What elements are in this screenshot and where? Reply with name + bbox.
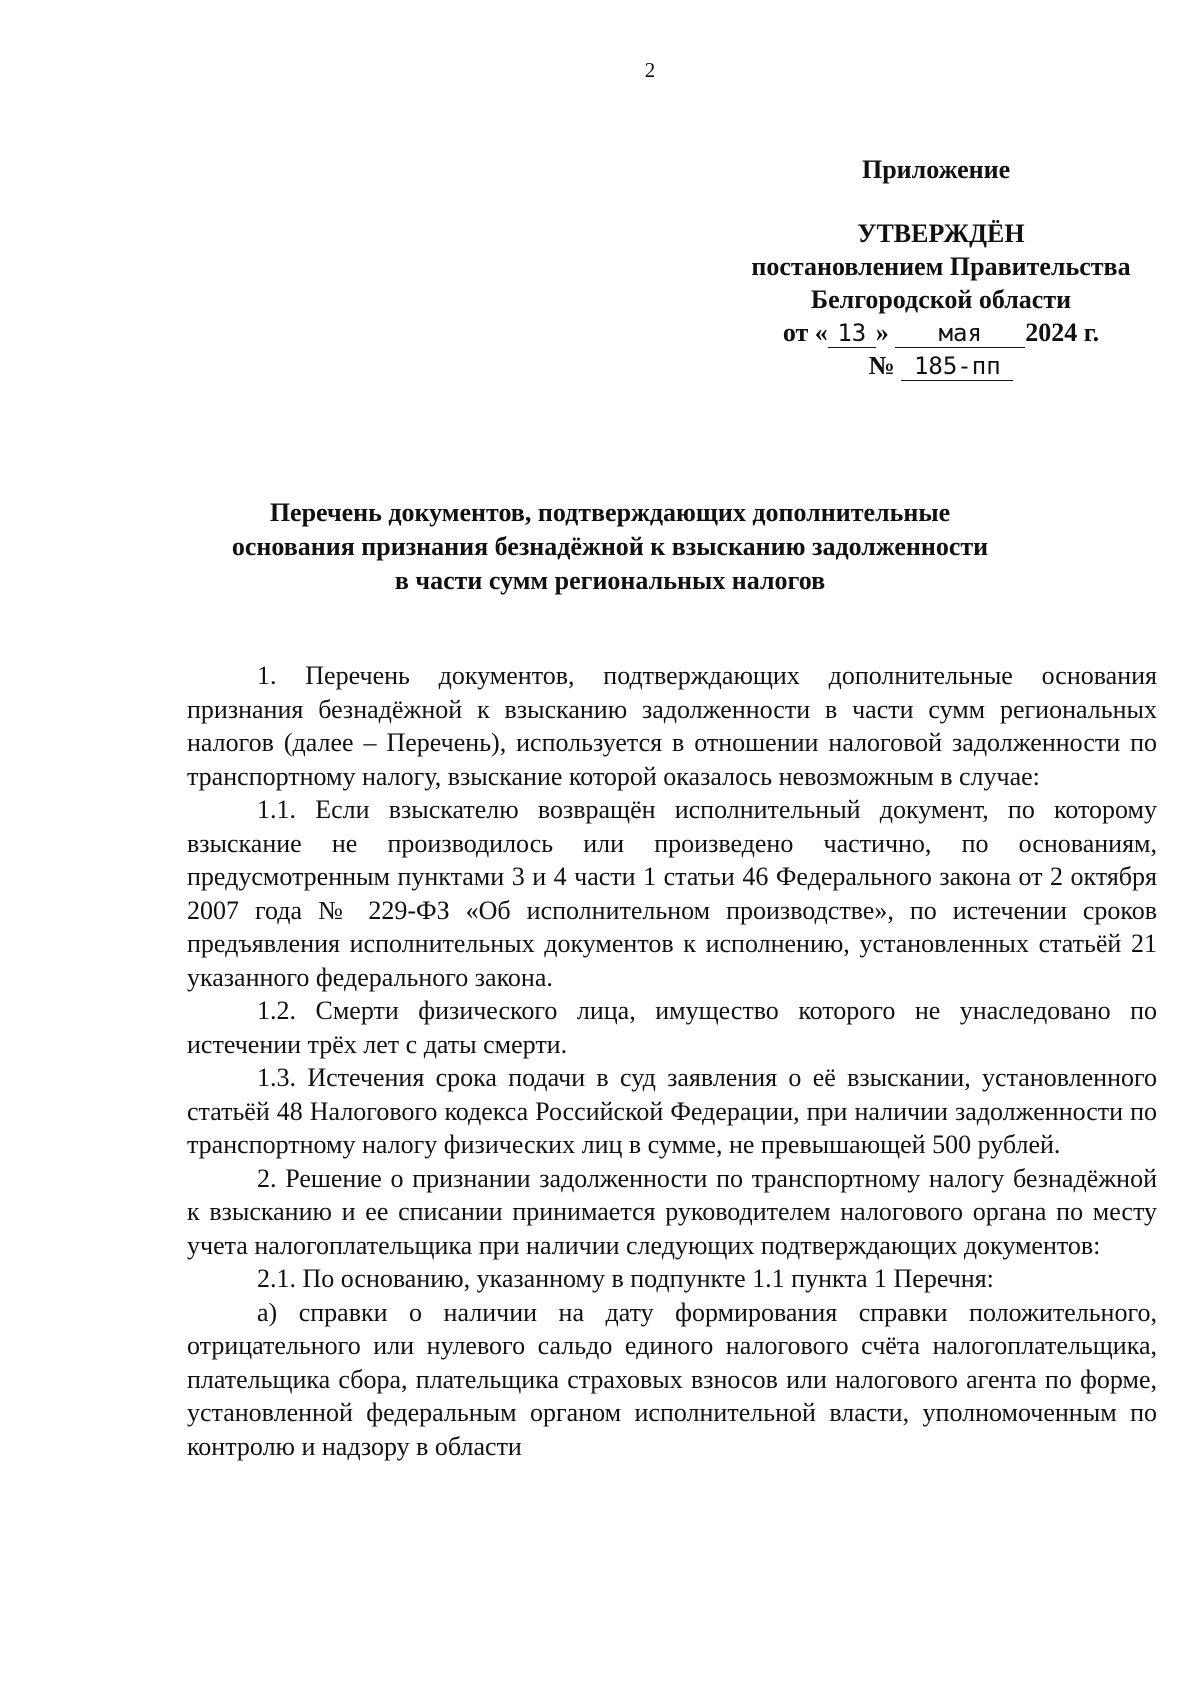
date-month: мая (895, 319, 1025, 348)
date-day: 13 (828, 319, 876, 348)
approval-number (736, 349, 1146, 382)
paragraph-2: 2. Решение о признании задолженности по транспортному налогу безнадёжной к взысканию и ее списании принимается руководителем налогового органа по месту учета налогоплательщика при наличии следующих подтверждающих документов: (187, 1163, 1157, 1260)
paragraph-1: 1. Перечень документов, подтверждающих дополнительные основания признания безнадёжной к взысканию задолженности в части сумм региональных налогов (далее – Перечень), используется в отношении налоговой задолженности по транспортному налогу, взыскание которой оказалось невозможным в случае: (187, 661, 1157, 791)
page-number: 2 (644, 58, 656, 82)
document-body (187, 659, 1157, 1463)
number-value: 185-пп (901, 352, 1013, 381)
approval-line-1: постановлением Правительства (751, 252, 1131, 281)
number-prefix: № (868, 351, 895, 380)
paragraph-2-1: 2.1. По основанию, указанному в подпункте 1.1 пункта 1 Перечня: (257, 1264, 994, 1293)
date-year: 2024 г. (1025, 318, 1100, 347)
paragraph-2-1-a: а) справки о наличии на дату формирования справки положительного, отрицательного или нулевого сальдо единого налогового счёта налогоплательщика, плательщика сбора, плательщика страховых взносов или налогового агента по форме, установленной федеральным органом исполнительной власти, уполномоченным по контролю и надзору в области (187, 1297, 1157, 1461)
date-prefix: от « (782, 318, 828, 347)
approved-label: УТВЕРЖДЁН (857, 219, 1025, 248)
title-line-1: Перечень документов, подтверждающих дополнительные (269, 498, 951, 527)
document-title (140, 496, 1080, 598)
approval-block (736, 155, 1146, 382)
date-mid: » (875, 318, 889, 347)
title-line-2: основания признания безнадёжной к взысканию задолженности (231, 532, 989, 561)
paragraph-1-3: 1.3. Истечения срока подачи в суд заявления о её взыскании, установленного статьёй 48 Налогового кодекса Российской Федерации, при наличии задолженности по транспортному налогу физических лиц в сумме, не превышающей 500 рублей. (187, 1063, 1157, 1159)
approval-line-2: Белгородской области (810, 285, 1072, 314)
title-line-3: в части сумм региональных налогов (394, 566, 826, 595)
paragraph-1-2: 1.2. Смерти физического лица, имущество которого не унаследовано по истечении трёх лет с даты смерти. (187, 996, 1157, 1059)
appendix-label: Приложение (862, 155, 1011, 184)
approval-date (736, 316, 1146, 349)
paragraph-1-1: 1.1. Если взыскателю возвращён исполнительный документ, по которому взыскание не производилось или произведено частично, по основаниям, предусмотренным пунктами 3 и 4 части 1 статьи 46 Федерального закона от 2 октября 2007 года № 229-ФЗ «Об исполнительном производстве», по истечении сроков предъявления исполнительных документов к исполнению, установленных статьёй 21 указанного федерального закона. (187, 795, 1157, 992)
